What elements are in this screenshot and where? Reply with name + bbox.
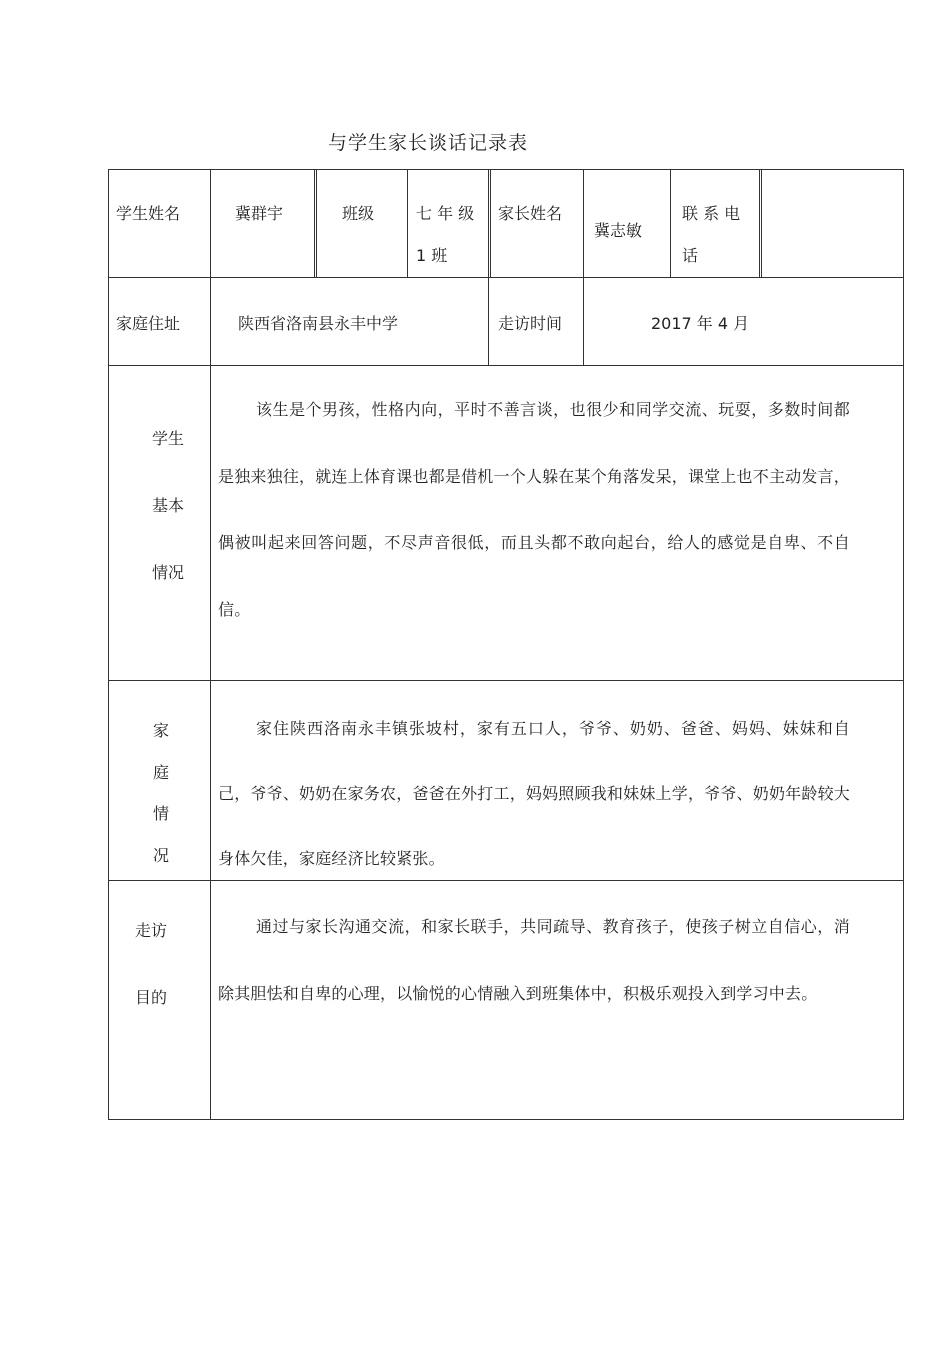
row1-divider-a	[314, 169, 315, 277]
family-situation-text: 家住陕西洛南永丰镇张坡村，家有五口人，爷爷、奶奶、爸爸、妈妈、妹妹和自己，爷爷、奶奶在家务农，爸爸在外打工，妈妈照顾我和妹妹上学，爷爷、奶奶年龄较大身体欠佳，家庭经济比较紧张。	[218, 719, 850, 868]
basic-situation-text: 该生是个男孩，性格内向，平时不善言谈，也很少和同学交流、玩耍，多数时间都是独来独往，就连上体育课也都是借机一个人躲在某个角落发呆，课堂上也不主动发言，偶被叫起来回答问题，不尽声音很低，而且头都不敢向起台，给人的感觉是自卑、不自信。	[218, 400, 850, 619]
basic-label-1: 学生	[152, 429, 185, 448]
class-label: 班级	[342, 204, 375, 223]
visit-purpose-text: 通过与家长沟通交流，和家长联手，共同疏导、教育孩子，使孩子树立自信心，消除其胆怯和自卑的心理，以愉悦的心情融入到班集体中，积极乐观投入到学习中去。	[218, 917, 850, 1003]
row1-divider-d	[583, 169, 584, 365]
row1-divider-a2	[316, 169, 317, 277]
visit-time-value: 2017 年 4 月	[651, 314, 750, 333]
table-border-bottom	[108, 1119, 904, 1120]
visit-time-label: 走访时间	[498, 314, 563, 333]
document-title: 与学生家长谈话记录表	[327, 132, 528, 154]
address-value: 陕西省洛南县永丰中学	[238, 314, 399, 333]
parent-name-value: 冀志敏	[594, 221, 643, 240]
row1-divider-e	[670, 169, 671, 277]
address-label: 家庭住址	[116, 314, 181, 333]
basic-label-3: 情况	[152, 563, 185, 582]
phone-label-line1: 联 系 电	[682, 204, 741, 223]
row1-divider-c2	[490, 169, 491, 277]
row1-divider-c	[488, 169, 489, 365]
basic-label-2: 基本	[152, 496, 185, 515]
class-value-line2: 1 班	[416, 246, 448, 265]
parent-name-label: 家长姓名	[498, 204, 563, 223]
family-label-1: 家	[153, 721, 170, 740]
purpose-label-2: 目的	[135, 988, 168, 1007]
student-name-value: 冀群宇	[235, 204, 284, 223]
phone-label-line2: 话	[682, 246, 699, 265]
family-label-4: 况	[153, 846, 170, 865]
table-border-right	[903, 169, 904, 1120]
table-border-left	[108, 169, 109, 1120]
row-divider-3	[108, 680, 904, 681]
row-divider-1	[108, 277, 904, 278]
purpose-label-1: 走访	[135, 921, 168, 940]
table-border-top	[108, 169, 904, 170]
row1-divider-b	[407, 169, 408, 277]
family-label-3: 情	[153, 804, 170, 823]
row1-divider-f	[759, 169, 760, 277]
student-name-label: 学生姓名	[116, 204, 181, 223]
label-column-divider	[210, 169, 211, 1120]
class-value-line1: 七 年 级	[416, 204, 475, 223]
row-divider-2	[108, 365, 904, 366]
row1-divider-f2	[761, 169, 762, 277]
family-label-2: 庭	[153, 763, 170, 782]
